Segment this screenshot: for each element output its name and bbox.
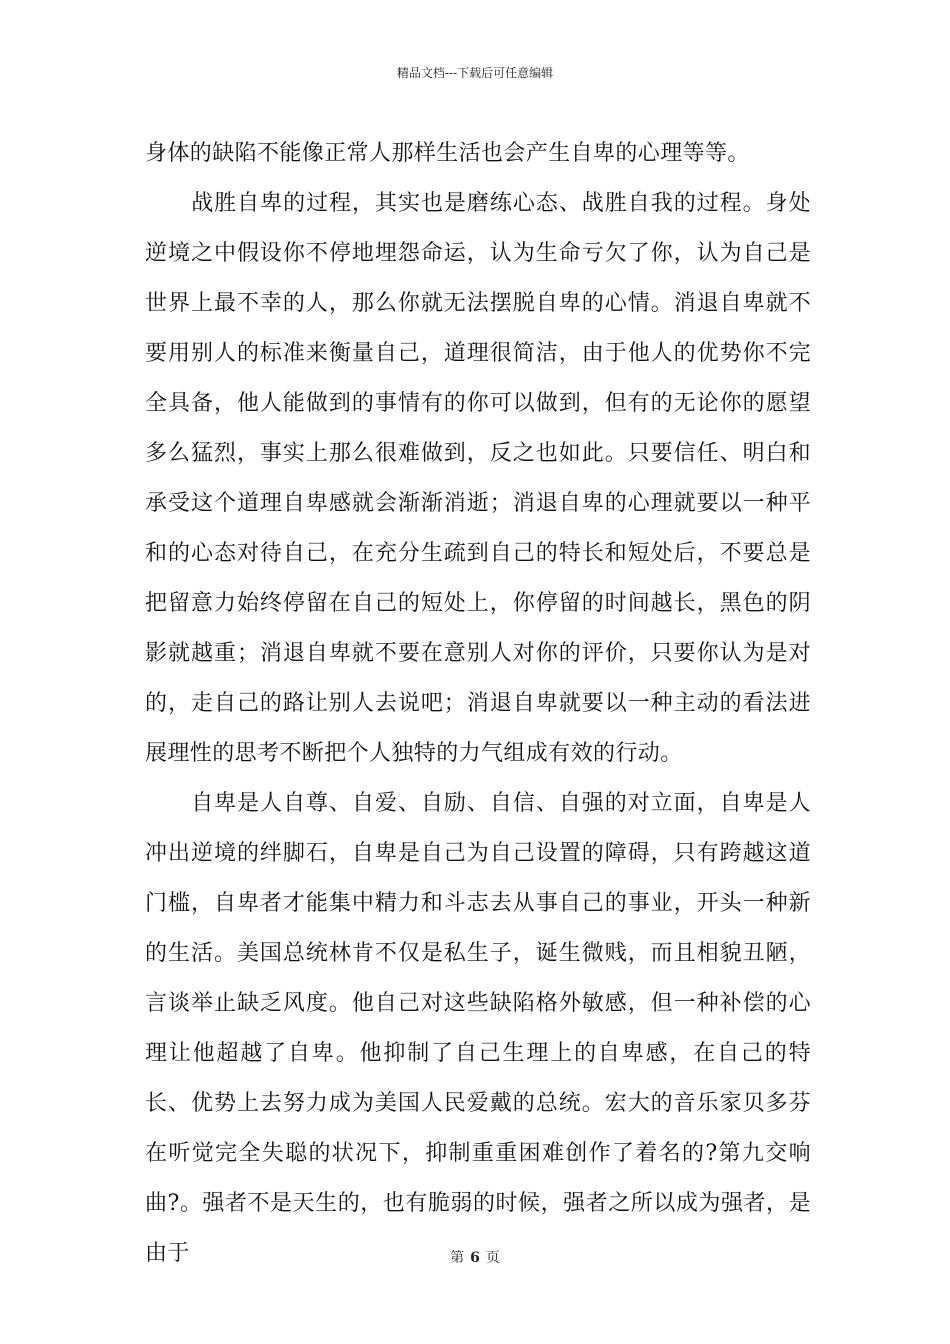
paragraph: 自卑是人自尊、自爱、自励、自信、自强的对立面，自卑是人冲出逆境的绊脚石，自卑是自己为自己设置的障碍，只有跨越这道门槛，自卑者才能集中精力和斗志去从事自己的事业，开头一种新的生活。美国总统林肯不仅是私生子，诞生微贱，而且相貌丑陋，言谈举止缺乏风度。他自己对这些缺陷格外敏感，但一种补偿的心理让他超越了自卑。他抑制了自己生理上的自卑感，在自己的特长、优势上去努力成为美国人民爱戴的总统。宏大的音乐家贝多芬在听觉完全失聪的状况下，抑制重重困难创作了着名的?第九交响曲?。强者不是天生的，也有脆弱的时候，强者之所以成为强者，是由于 <box>145 791 811 1266</box>
header-text: 精品文档---下载后可任意编辑 <box>396 66 554 80</box>
page-footer <box>0 1250 950 1266</box>
footer-prefix: 第 <box>450 1250 465 1266</box>
paragraph-continuation: 身体的缺陷不能像正常人那样生活也会产生自卑的心理等等。 <box>145 141 750 166</box>
footer-suffix: 页 <box>485 1250 500 1266</box>
page-header <box>0 66 950 80</box>
document-body <box>145 129 811 1279</box>
paragraph: 战胜自卑的过程，其实也是磨练心态、战胜自我的过程。身处逆境之中假设你不停地埋怨命运，认为生命亏欠了你，认为自己是世界上最不幸的人，那么你就无法摆脱自卑的心情。消退自卑就不要用别人的标准来衡量自己，道理很简洁，由于他人的优势你不完全具备，他人能做到的事情有的你可以做到，但有的无论你的愿望多么猛烈，事实上那么很难做到，反之也如此。只要信任、明白和承受这个道理自卑感就会渐渐消逝；消退自卑的心理就要以一种平和的心态对待自己，在充分生疏到自己的特长和短处后，不要总是把留意力始终停留在自己的短处上，你停留的时间越长，黑色的阴影就越重；消退自卑就不要在意别人对你的评价，只要你认为是对的，走自己的路让别人去说吧；消退自卑就要以一种主动的看法进展理性的思考不断把个人独特的力气组成有效的行动。 <box>145 191 811 766</box>
page-number: 6 <box>470 1250 480 1266</box>
